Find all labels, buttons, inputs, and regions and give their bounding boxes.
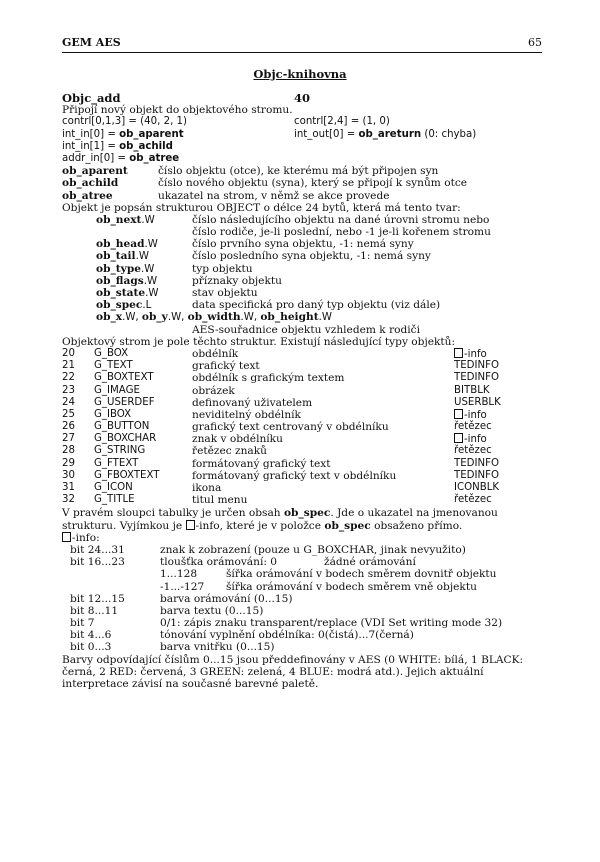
bit-range: bit 16...23 [70,556,125,569]
type-desc: neviditelný obdélník [192,408,301,421]
type-row [62,445,542,457]
struct-row [62,214,542,226]
type-number: 32 [62,494,75,506]
bit-desc: tloušťka orámování: 0 [160,556,278,569]
type-spec-text: TEDINFO [454,372,500,384]
type-row [62,348,542,360]
type-row [62,409,542,421]
struct-field-desc: číslo rodiče, je-li poslední, nebo -1 je-li kořenem stromu [192,226,491,239]
bit-desc: barva textu (0...15) [160,604,264,617]
type-spec [454,360,499,372]
box-icon [454,433,463,443]
type-row [62,482,542,494]
struct-field-desc: číslo posledního syna objektu, -1: nemá syny [192,250,431,263]
param-name: ob_atree [129,152,180,164]
type-spec-text: BITBLK [454,384,490,396]
struct-row [62,287,542,299]
type-row [62,360,542,372]
type-desc: titul menu [192,494,248,507]
int-out-0 [294,129,476,141]
type-spec-text: řetězec [454,445,492,457]
type-desc: obdélník s grafickým textem [192,372,345,385]
struct-row [62,226,542,238]
type-desc: obrázek [192,384,235,397]
type-spec [454,385,490,397]
coord-field-name: ob_x [96,311,123,324]
struct-field-name: ob_head [96,238,145,251]
type-number: 26 [62,421,75,433]
struct-field-desc: příznaky objektu [192,274,282,287]
type-row [62,433,542,445]
struct-field-name: ob_flags [96,274,144,287]
bit-range: bit 8...11 [70,604,119,617]
coords-desc: AES-souřadnice objektu vzhledem k rodiči [192,323,420,336]
type-number: 21 [62,360,75,372]
param-name: ob_areturn [358,128,422,140]
struct-field-desc: číslo následujícího objektu na dané úrovni stromu nebo [192,213,490,226]
coord-field-name: ob_width [187,311,241,324]
struct-field-type: .W [145,288,159,299]
struct-field-name: ob_type [96,262,141,275]
box-icon [454,409,463,419]
function-heading [62,92,542,104]
struct-row [62,263,542,275]
box-icon [186,520,195,530]
type-spec [454,458,499,470]
type-spec [454,445,492,457]
type-number: 27 [62,433,75,445]
para-part: V pravém sloupci tabulky je určen obsah [62,507,284,520]
type-name: G_TEXT [94,360,133,372]
type-desc: znak v obdélníku [192,433,283,446]
param-name: ob_achild [119,140,173,152]
struct-field-desc: typ objektu [192,262,253,275]
type-number: 30 [62,469,75,481]
header-title: GEM AES [62,36,121,49]
struct-field-desc: data specifická pro daný typ objektu (viz dále) [192,299,441,312]
struct-field-desc: číslo prvního syna objektu, -1: nemá syny [192,238,414,251]
coord-field-type: .W, [167,312,188,324]
contrl-a: contrl[0,1,3] = (40, 2, 1) [62,116,188,128]
bit-desc: tónování vyplnění obdélníka: 0(čistá)...7(černá) [160,629,414,642]
bit-row [62,556,542,568]
box-icon [62,532,71,542]
bit-row [62,629,542,641]
type-desc: definovaný uživatelem [192,396,313,409]
struct-field-type: .W [143,275,158,287]
struct-field-desc: stav objektu [192,287,258,299]
type-row [62,470,542,482]
types-intro: Objektový strom je pole těchto struktur. Existují následující typy objektů: [62,335,456,348]
struct-row [62,299,542,311]
bit-desc: -1...-127 [160,580,205,593]
param-row [62,141,542,153]
bit-extra: šířka orámování v bodech směrem dovnitř objektu [226,568,497,581]
struct-field-type: .L [142,300,152,312]
struct-field-type: .W [140,263,155,275]
type-spec-text: -info [464,409,487,421]
type-spec-text: řetězec [454,421,492,433]
type-name: G_FTEXT [94,457,139,469]
type-spec [454,421,492,433]
type-desc: formátovaný grafický text [192,457,331,470]
type-desc: řetězec znaků [192,445,267,458]
para-keyword: ob_spec [324,519,371,532]
coord-field-name: ob_height [260,311,319,324]
type-row [62,458,542,470]
type-spec-text: -info [464,434,487,446]
type-spec [454,372,499,384]
param-prefix: int_in[0] = [62,128,120,140]
param-row [62,153,542,165]
para-part: . Jde o ukazatel na jmenovanou strukturu. Vyjímkou je [62,507,498,532]
type-name: G_BOXCHAR [94,433,157,445]
section-title: Objc-knihovna [253,67,347,81]
running-header [62,37,542,51]
type-name: G_IMAGE [94,384,140,396]
bit-row [62,605,542,617]
param-desc-text: ukazatel na strom, v němž se akce provede [158,189,390,202]
param-row [62,116,542,128]
bit-range: bit 24...31 [70,543,125,556]
int-in-1 [62,141,173,153]
struct-row [62,250,542,262]
bit-desc: barva vnitřku (0...15) [160,641,275,654]
intro-text: Připojí nový objekt do objektového stromu. [62,104,293,117]
struct-field-type: .W [135,251,149,263]
addr-in-0 [62,153,179,165]
content [62,92,542,690]
type-row [62,372,542,384]
bit-desc: barva orámování (0...15) [160,592,293,605]
para-keyword: ob_spec [283,507,331,520]
type-spec-text: řetězec [454,494,492,506]
param-desc-text: číslo nového objektu (syna), který se připojí k synům otce [158,177,468,190]
type-desc: obdélník [192,347,239,360]
param-desc-row [62,177,542,189]
type-number: 28 [62,445,75,457]
info-label: -info: [72,531,100,544]
type-number: 23 [62,384,75,396]
type-number: 29 [62,457,75,469]
param-prefix: int_in[1] = [62,140,120,152]
param-suffix: (0: chyba) [421,128,477,140]
type-row [62,385,542,397]
type-spec [454,482,499,494]
type-spec-text: TEDINFO [454,469,500,481]
coords-row [62,311,542,323]
type-name: G_USERDEF [94,396,155,408]
coord-field-name: ob_y [141,311,168,324]
param-desc-name: ob_atree [62,189,113,202]
bit-desc: 0/1: zápis znaku transparent/replace (VDI Set writing mode 32) [160,617,503,630]
page-number: 65 [528,36,542,49]
struct-field-name: ob_tail [96,250,136,263]
param-descriptions [62,165,542,202]
type-desc: ikona [192,482,222,494]
type-spec-text: TEDINFO [454,360,500,372]
bit-range: bit 4...6 [70,629,112,642]
param-desc-text: číslo objektu (otce), ke kterému má být připojen syn [158,165,439,178]
bit-row [62,617,542,629]
type-name: G_STRING [94,445,146,457]
type-name: G_BOXTEXT [94,372,154,384]
param-desc-row [62,190,542,202]
type-number: 24 [62,396,75,408]
struct-field-type: .W [141,214,155,226]
struct-row [62,275,542,287]
struct-field-name: ob_spec [96,299,143,312]
para-part: -info, které je v položce [195,519,325,532]
bit-row [62,641,542,653]
type-number: 22 [62,372,75,384]
type-number: 25 [62,408,75,420]
contrl-b: contrl[2,4] = (1, 0) [294,116,390,128]
bit-desc: znak k zobrazení (pouze u G_BOXCHAR, jinak nevyužito) [160,543,466,556]
object-struct [62,214,542,312]
type-name: G_BOX [94,347,129,359]
type-name: G_BUTTON [94,421,150,433]
coord-field-type: .W, [240,312,261,324]
bit-extra: žádné orámování [324,556,416,569]
type-desc: formátovaný grafický text v obdélníku [192,469,397,482]
type-spec [454,494,492,506]
type-spec [454,397,501,409]
box-icon [454,348,463,358]
bit-row [62,581,542,593]
type-number: 31 [62,482,75,493]
bit-range: bit 0...3 [70,641,112,654]
coord-field-type: .W, [122,312,142,324]
coords-parts [96,311,332,323]
type-row [62,494,542,506]
para-part: obsaženo přímo. [370,519,463,532]
bit-extra: šířka orámování v bodech směrem vně objektu [226,580,477,593]
bit-row [62,544,542,556]
type-row [62,397,542,409]
param-prefix: addr_in[0] = [62,152,130,164]
type-name: G_TITLE [94,494,135,506]
info-bits-table [62,544,542,654]
bit-row [62,568,542,580]
param-row [62,129,542,141]
coords-desc-row [62,324,542,336]
type-spec-text: USERBLK [454,396,501,408]
struct-row [62,238,542,250]
struct-field-name: ob_next [96,213,142,226]
struct-field-name: ob_state [96,287,146,299]
param-desc-name: ob_aparent [62,165,128,178]
type-name: G_IBOX [94,408,132,420]
type-desc: grafický text [192,360,260,373]
bit-desc: 1...128 [160,568,198,581]
function-number: 40 [294,91,311,105]
spec-paragraph [62,507,542,531]
type-number: 20 [62,347,75,359]
param-desc-row [62,165,542,177]
function-name: Objc_add [62,91,121,105]
param-desc-name: ob_achild [62,177,119,190]
bit-range: bit 12...15 [70,592,125,605]
closing-paragraph: Barvy odpovídající číslům 0...15 jsou předdefinovány v AES (0 WHITE: bílá, 1 BLACK: černá, 2 RED: červená, 3 GREEN: zelená, 4 BLUE: modrá atd.). Jejich aktuální interpretace závisí na současné barevné paletě. [62,653,524,691]
type-row [62,421,542,433]
type-spec [454,470,499,482]
bit-range: bit 7 [70,617,95,630]
header-rule [62,52,542,53]
coord-field-type: .W [318,312,332,324]
int-in-0 [62,129,184,141]
object-types-table [62,348,542,506]
bit-row [62,593,542,605]
info-label-row [62,532,542,544]
struct-field-type: .W [144,239,158,251]
type-spec-text: -info [464,348,487,360]
type-desc: grafický text centrovaný v obdélníku [192,421,389,434]
type-name: G_ICON [94,482,133,493]
object-intro: Objekt je popsán strukturou OBJECT o délce 24 bytů, která má tento tvar: [62,201,461,214]
type-name: G_FBOXTEXT [94,469,160,481]
type-spec-text: TEDINFO [454,457,500,469]
type-spec-text: ICONBLK [454,482,500,493]
param-prefix: int_out[0] = [294,128,359,140]
param-name: ob_aparent [119,128,184,140]
